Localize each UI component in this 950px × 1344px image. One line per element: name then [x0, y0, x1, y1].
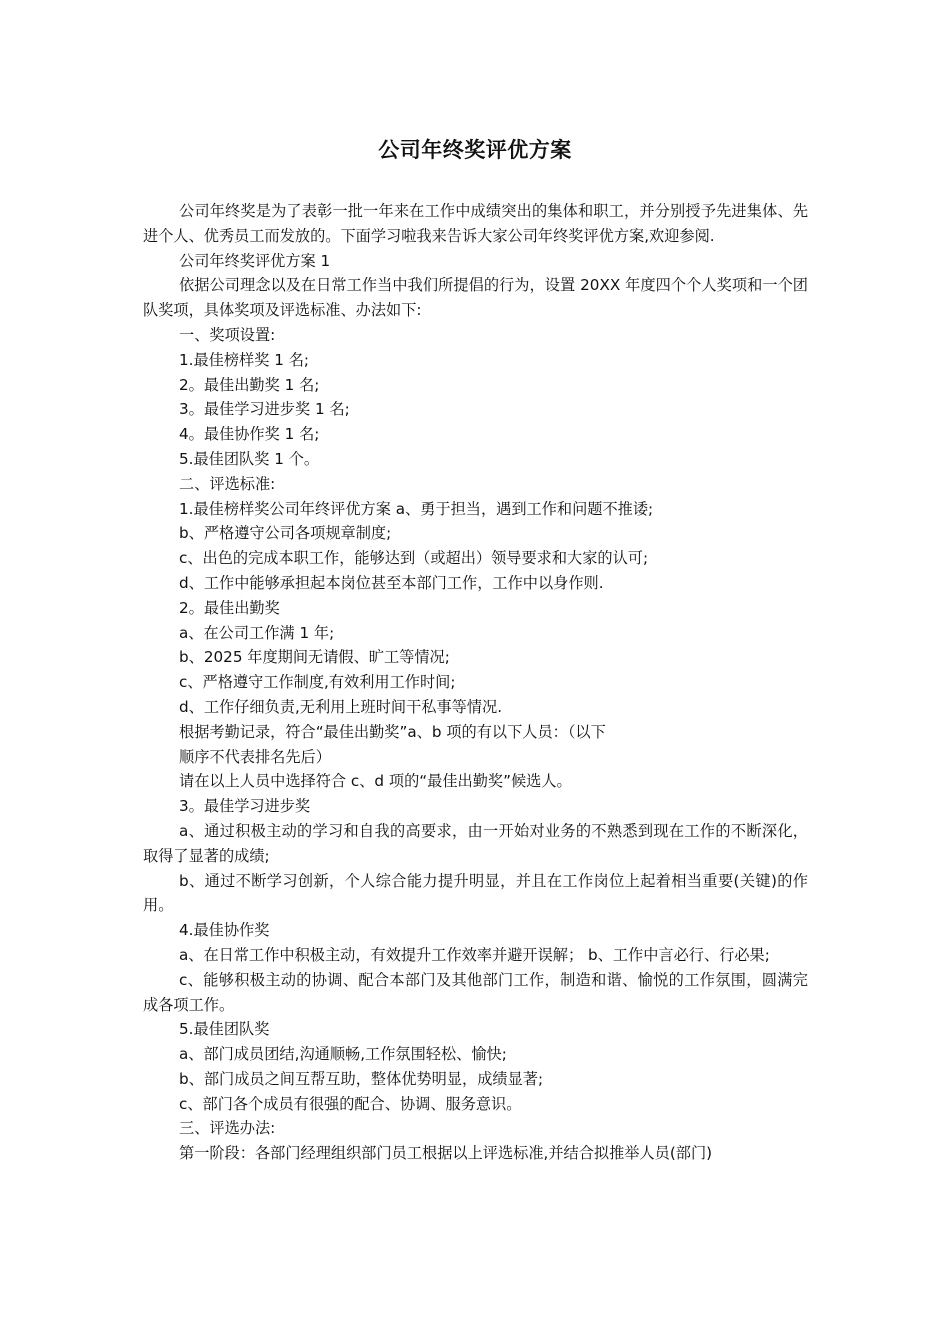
paragraph: 5.最佳团队奖 — [179, 1020, 270, 1039]
document-body — [143, 199, 808, 1166]
paragraph: 公司年终奖评优方案 1 — [179, 251, 331, 270]
paragraph: 3。最佳学习进步奖 1 名; — [179, 400, 350, 419]
paragraph: 2。最佳出勤奖 — [179, 598, 280, 617]
paragraph: b、部门成员之间互帮互助，整体优势明显，成绩显著; — [179, 1069, 544, 1088]
paragraph: a、通过积极主动的学习和自我的高要求，由一开始对业务的不熟悉到现在工作的不断深化，取得了显著的成绩; — [143, 821, 808, 865]
paragraph: 5.最佳团队奖 1 个。 — [179, 449, 320, 468]
paragraph: 4.最佳协作奖 — [179, 921, 270, 940]
paragraph: 一、奖项设置: — [179, 325, 276, 344]
document-title: 公司年终奖评优方案 — [378, 138, 572, 162]
paragraph: 公司年终奖是为了表彰一批一年来在工作中成绩突出的集体和职工，并分别授予先进集体、先进个人、优秀员工而发放的。下面学习啦我来告诉大家公司年终奖评优方案,欢迎参阅. — [143, 202, 808, 245]
paragraph: a、在日常工作中积极主动，有效提升工作效率并避开误解； b、工作中言必行、行必果; — [179, 945, 770, 964]
paragraph: a、在公司工作满 1 年; — [179, 623, 335, 642]
paragraph: 3。最佳学习进步奖 — [179, 797, 311, 816]
paragraph: 第一阶段：各部门经理组织部门员工根据以上评选标准,并结合拟推举人员(部门) — [179, 1144, 713, 1163]
paragraph: a、部门成员团结,沟通顺畅,工作氛围轻松、愉快; — [179, 1045, 507, 1064]
paragraph: 根据考勤记录，符合“最佳出勤奖”a、b 项的有以下人员：（以下 — [179, 722, 606, 741]
paragraph: b、严格遵守公司各项规章制度; — [179, 524, 392, 543]
paragraph: d、工作中能够承担起本岗位甚至本部门工作，工作中以身作则. — [179, 573, 604, 592]
paragraph: 三、评选办法: — [179, 1119, 276, 1138]
paragraph: c、严格遵守工作制度,有效利用工作时间; — [179, 673, 456, 692]
paragraph: 2。最佳出勤奖 1 名; — [179, 375, 320, 394]
paragraph: c、出色的完成本职工作，能够达到（或超出）领导要求和大家的认可; — [179, 549, 649, 568]
paragraph: 1.最佳榜样奖 1 名; — [179, 350, 310, 369]
paragraph: 依据公司理念以及在日常工作当中我们所提倡的行为，设置 20XX 年度四个个人奖项和一个团队奖项，具体奖项及评选标准、办法如下: — [143, 276, 808, 320]
paragraph: 顺序不代表排名先后） — [179, 747, 331, 766]
paragraph: 4。最佳协作奖 1 名; — [179, 425, 320, 444]
paragraph: c、能够积极主动的协调、配合本部门及其他部门工作，制造和谐、愉悦的工作氛围，圆满完成各项工作。 — [143, 970, 808, 1014]
paragraph: b、2025 年度期间无请假、旷工等情况; — [179, 648, 450, 667]
paragraph: 请在以上人员中选择符合 c、d 项的“最佳出勤奖”候选人。 — [179, 772, 572, 791]
paragraph: c、部门各个成员有很强的配合、协调、服务意识。 — [179, 1094, 522, 1113]
paragraph: d、工作仔细负责,无利用上班时间干私事等情况. — [179, 697, 503, 716]
paragraph: 1.最佳榜样奖公司年终评优方案 a、勇于担当，遇到工作和问题不推诿; — [179, 499, 654, 518]
paragraph: 二、评选标准: — [179, 474, 276, 493]
paragraph: b、通过不断学习创新，个人综合能力提升明显，并且在工作岗位上起着相当重要(关键)的作用。 — [143, 871, 808, 915]
